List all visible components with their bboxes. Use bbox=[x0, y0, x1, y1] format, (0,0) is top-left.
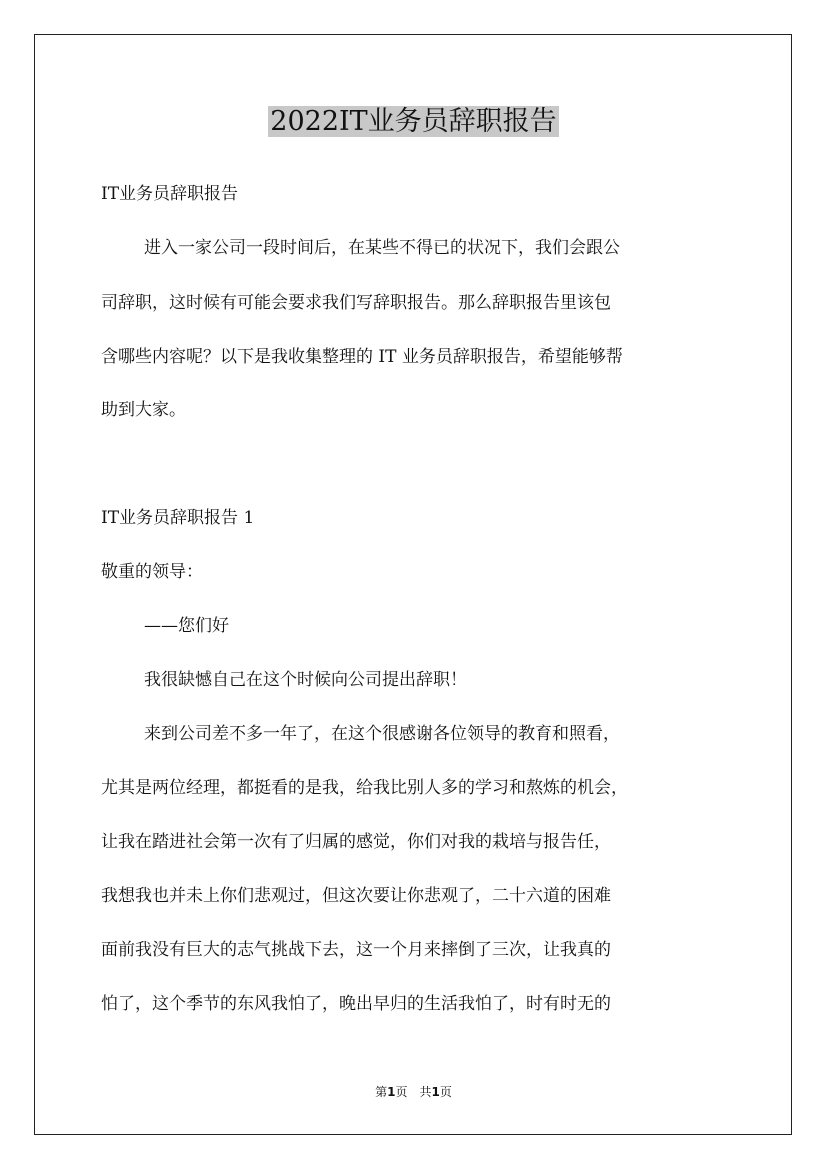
section-title: IT业务员辞职报告 1 bbox=[101, 508, 255, 528]
salutation: 敬重的领导： bbox=[101, 562, 203, 582]
intro-line-2: 司辞职，这时候有可能会要求我们写辞职报告。那么辞职报告里该包 bbox=[101, 293, 611, 313]
paragraph-2-line-1: 来到公司差不多一年了，在这个很感谢各位领导的教育和照看， bbox=[144, 724, 620, 744]
footer-total-unit: 页 bbox=[439, 1085, 452, 1099]
document-subtitle: IT业务员辞职报告 bbox=[101, 184, 239, 204]
intro-line-1: 进入一家公司一段时间后，在某些不得已的状况下，我们会跟公 bbox=[144, 238, 620, 258]
paragraph-2-line-3: 让我在踏进社会第一次有了归属的感觉，你们对我的栽培与报告任， bbox=[101, 832, 611, 852]
paragraph-2-line-4: 我想我也并未上你们悲观过，但这次要让你悲观了，二十六道的困难 bbox=[101, 886, 611, 906]
footer-page-number: 1 bbox=[387, 1085, 396, 1099]
paragraph-1: 我很缺憾自己在这个时候向公司提出辞职！ bbox=[144, 670, 467, 690]
footer-total-prefix: 共 bbox=[419, 1085, 432, 1099]
document-title bbox=[0, 100, 827, 144]
page-footer bbox=[0, 1084, 827, 1100]
greeting: ——您们好 bbox=[144, 616, 229, 636]
intro-line-3: 含哪些内容呢？以下是我收集整理的 IT 业务员辞职报告，希望能够帮 bbox=[101, 347, 623, 367]
footer-total-number: 1 bbox=[431, 1085, 440, 1099]
footer-page-prefix: 第 bbox=[375, 1085, 388, 1099]
paragraph-2-line-5: 面前我没有巨大的志气挑战下去，这一个月来摔倒了三次，让我真的 bbox=[101, 940, 611, 960]
paragraph-2-line-2: 尤其是两位经理，都挺看的是我，给我比别人多的学习和熬炼的机会， bbox=[101, 778, 628, 798]
document-title-text: 2022IT业务员辞职报告 bbox=[270, 106, 557, 137]
intro-line-4: 助到大家。 bbox=[101, 400, 186, 420]
paragraph-2-line-6: 怕了，这个季节的东风我怕了，晚出早归的生活我怕了，时有时无的 bbox=[101, 994, 611, 1014]
footer-page-unit: 页 bbox=[395, 1085, 408, 1099]
